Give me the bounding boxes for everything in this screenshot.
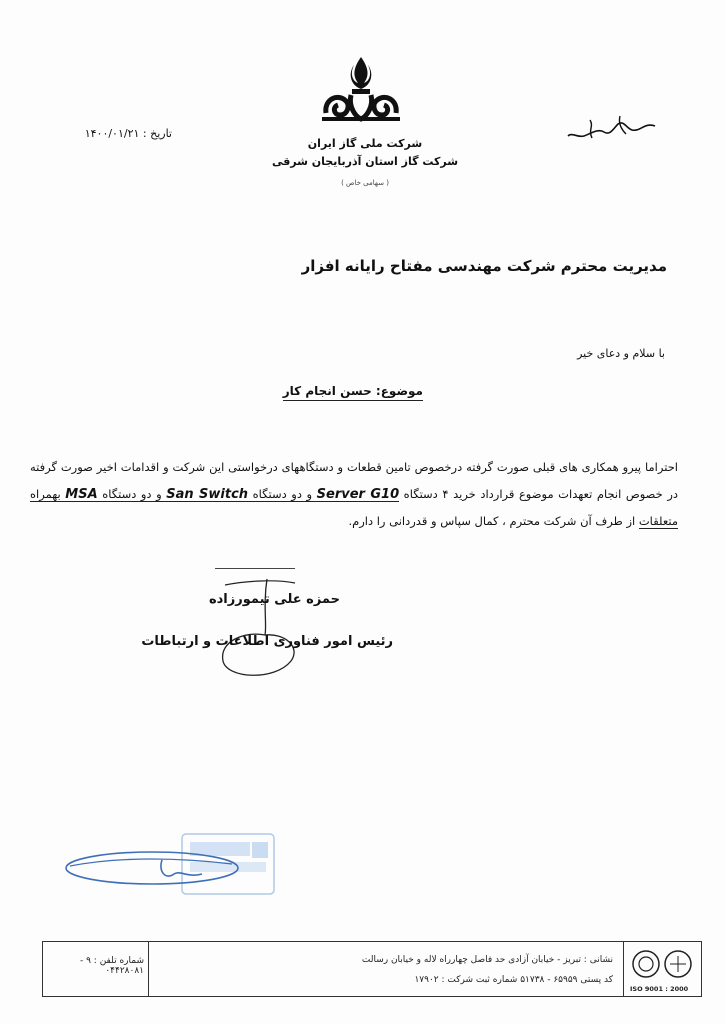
footer-address-block — [149, 942, 624, 996]
iso-certification-icon — [624, 942, 703, 984]
signature-stroke — [215, 568, 295, 569]
body-msa-model: MSA — [65, 487, 98, 502]
nigc-logo — [318, 55, 404, 125]
recipient-line: مدیریت محترم شرکت مهندسی مفتاح رایانه افزار — [301, 257, 667, 275]
footer-iso — [624, 942, 703, 996]
body-text-part4: بهمراه متعلقات — [30, 487, 678, 528]
body-server-model: Server G10 — [316, 487, 400, 502]
flame-logo-icon — [318, 55, 404, 125]
footer-postal: کد پستی ۶۵۹۵۹ - ۵۱۷۳۸ شماره ثبت شرکت : ۱۷۹۰۲ — [414, 975, 613, 985]
company-type: ( سهامی خاص ) — [341, 179, 389, 187]
letter-footer — [42, 941, 702, 997]
subject-line: موضوع: حسن انجام کار — [283, 384, 423, 401]
date-block — [52, 127, 172, 140]
body-text-part1: احتراما پیرو همکاری های قبلی صورت گرفته درخصوص تامین قطعات و دستگاههای درخواستی این شرکت و اقدامات اخیر صورت گرفته در خصوص انجام تعهدات موضوع قرارداد خرید ۴ دستگاه — [30, 460, 678, 501]
stamp-signature-icon — [62, 828, 282, 908]
letter-body — [30, 454, 678, 535]
iso-label: ISO 9001 : 2000 — [630, 985, 689, 993]
body-text-part2: و دو دستگاه — [248, 487, 317, 501]
footer-address: نشانی : تبریز - خیابان آزادی حد فاصل چهارراه لاله و خیابان رسالت — [361, 955, 613, 965]
date-value: ۱۴۰۰/۰۱/۲۱ — [84, 127, 140, 140]
company-header — [270, 135, 460, 189]
phone-label: شماره تلفن : — [93, 956, 144, 966]
signatory-name: حمزه علی تیمورزاده — [208, 592, 340, 607]
bismillah-script-icon — [560, 112, 660, 152]
date-label: تاریخ : — [142, 127, 172, 140]
company-name: شرکت ملی گاز ایران — [307, 137, 423, 150]
body-text-part5: از طرف آن شرکت محترم ، کمال سپاس و قدردانی را دارم. — [348, 514, 639, 528]
body-switch-model: San Switch — [166, 487, 249, 502]
phone-value: ۹ - ۰۴۴۲۸۰۸۱ — [79, 956, 144, 976]
signatory-title: رئیس امور فناوری اطلاعات و ارتباطات — [141, 634, 393, 649]
body-text-part3: و دو دستگاه — [97, 487, 167, 501]
company-subsidiary: شرکت گاز استان آذربایجان شرقی — [271, 155, 459, 168]
greeting-line: با سلام و دعای خیر — [577, 347, 665, 360]
company-stamp — [62, 828, 282, 908]
footer-phone — [43, 942, 149, 996]
bismillah-calligraphy — [560, 112, 660, 152]
body-server-phrase — [166, 487, 399, 502]
